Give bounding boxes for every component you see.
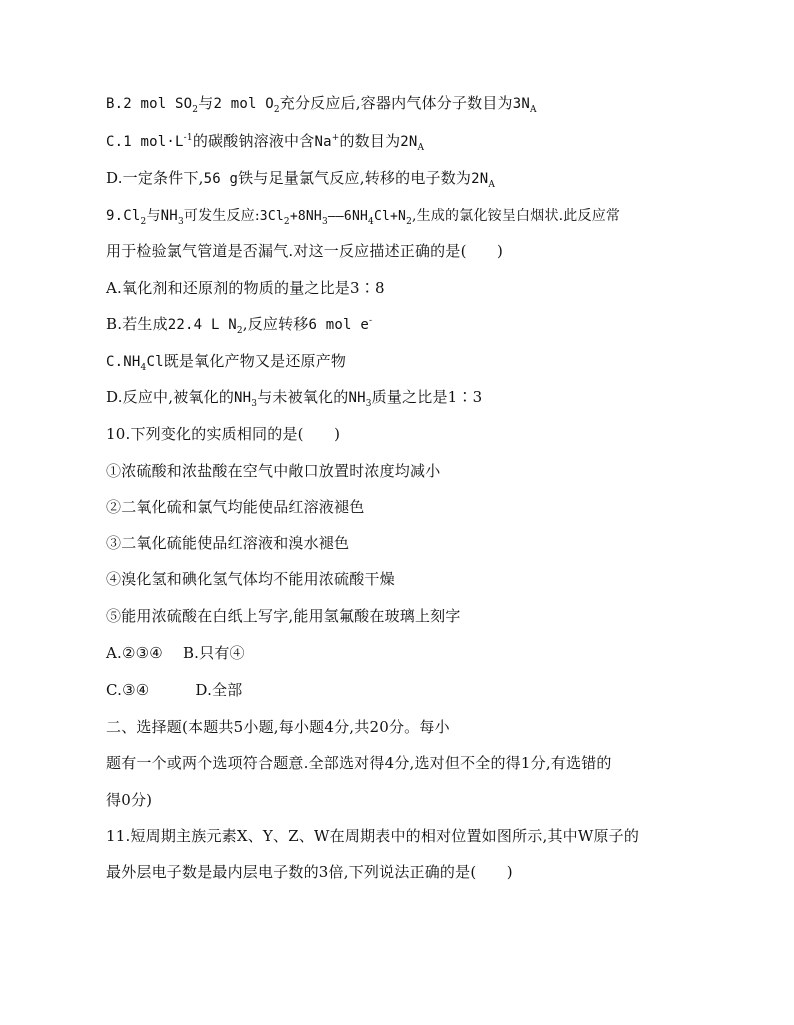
q10-item-2: ②二氧化硫和氯气均能使品红溶液褪色 — [106, 498, 365, 516]
q8-option-d: D.一定条件下,56 g铁与足量氯气反应,转移的电子数为$2N_A$ — [106, 169, 496, 190]
q11-stem-line-1: 11.短周期主族元素X、Y、Z、W在周期表中的相对位置如图所示,其中W原子的 — [106, 827, 640, 845]
q9-option-d: D.反应中,被氧化的$NH_3$与未被氧化的$NH_3$质量之比是1∶3 — [106, 388, 483, 409]
q9-option-a: A.氧化剂和还原剂的物质的量之比是3∶8 — [106, 279, 385, 297]
q10-option-b: B.只有④ — [182, 644, 245, 662]
q10-option-c: C.③④ — [106, 681, 150, 699]
q10-option-d: D.全部 — [195, 681, 243, 699]
q10-option-a: A.②③④ — [106, 644, 163, 662]
q9-option-c: $C.NH_4Cl$既是氧化产物又是还原产物 — [106, 352, 347, 373]
q10-item-1: ①浓硫酸和浓盐酸在空气中敞口放置时浓度均减小 — [106, 462, 441, 480]
q10-stem: 10.下列变化的实质相同的是( ) — [106, 425, 341, 443]
q9-option-b: B.若生成22.4 L $N_2$,反应转移6 mol e- — [106, 315, 373, 336]
q10-item-3: ③二氧化硫能使品红溶液和溴水褪色 — [106, 534, 350, 552]
q10-options-cd — [106, 679, 242, 701]
q9-stem-line-2: 用于检验氯气管道是否漏气.对这一反应描述正确的是( ) — [106, 242, 504, 260]
q9-stem-line-1: $9.Cl_2$与$NH_3$可发生反应$:3Cl_2+8NH_3——6NH_4Cl+N_2$,生成的氯化铵呈白烟状.此反应常 — [106, 208, 621, 227]
q10-item-5: ⑤能用浓硫酸在白纸上写字,能用氢氟酸在玻璃上刻字 — [106, 607, 461, 625]
section-2-heading-line-2: 题有一个或两个选项符合题意.全部选对得4分,选对但不全的得1分,有选错的 — [106, 754, 612, 772]
q10-options-ab — [106, 642, 245, 664]
q8-option-b: B.2 mol $SO_2$与2 mol $O_2$充分反应后,容器内气体分子数目为$3N_A$ — [106, 94, 537, 115]
section-2-heading-line-3: 得0分) — [106, 791, 153, 809]
q8-option-c: C.1 $mol\cdot L^{-1}$的碳酸钠溶液中含Na+的数目为$2N_A$ — [106, 132, 425, 153]
q10-item-4: ④溴化氢和碘化氢气体均不能用浓硫酸干燥 — [106, 570, 395, 588]
section-2-heading-line-1: 二、选择题(本题共5小题,每小题4分,共20分。每小 — [106, 718, 450, 736]
q11-stem-line-2: 最外层电子数是最内层电子数的3倍,下列说法正确的是( ) — [106, 863, 513, 881]
